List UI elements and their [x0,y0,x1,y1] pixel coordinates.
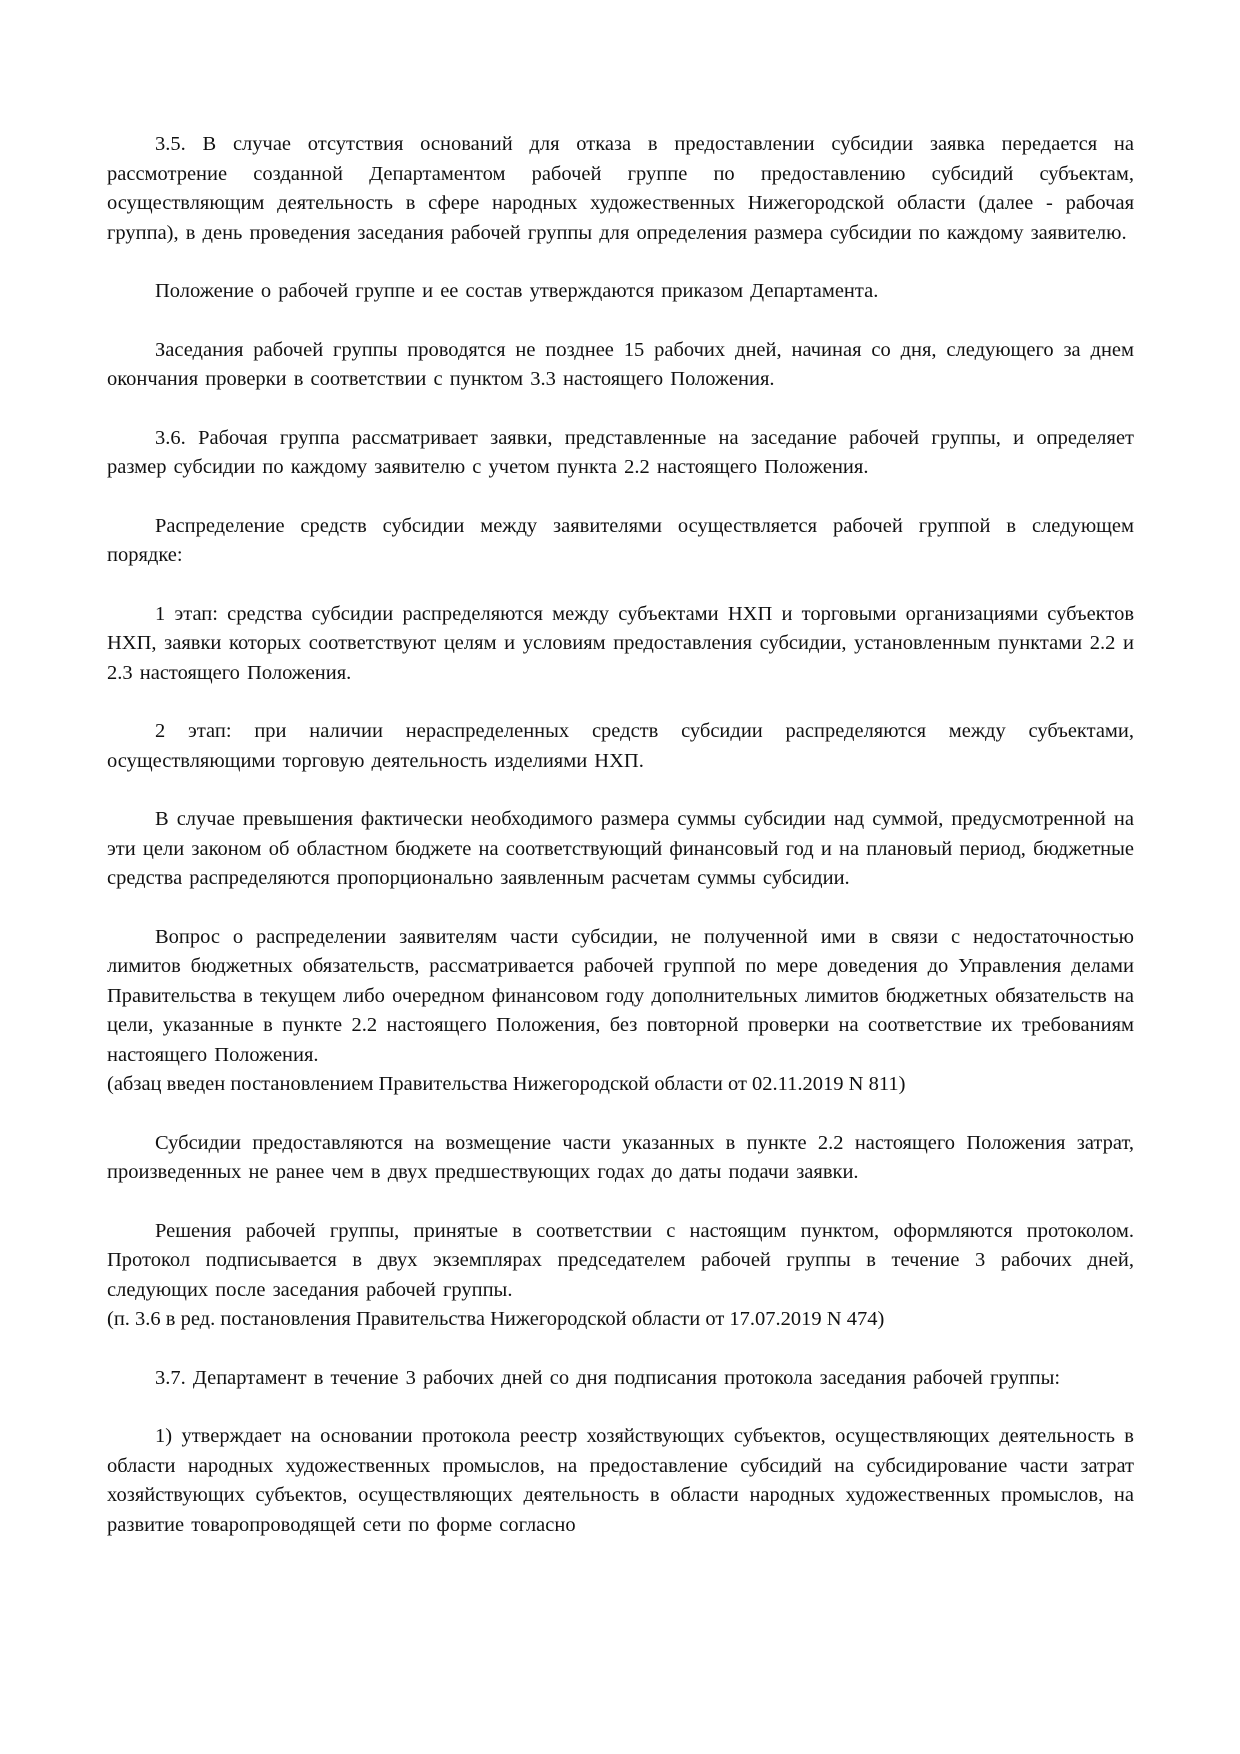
paragraph-stage-1: 1 этап: средства субсидии распределяются между субъектами НХП и торговыми организациями субъектов НХП, заявки которых соответствуют целям и условиям предоставления субсидии, установленным пунктами 2.2 и 2.3 настоящего Положения. [107,602,1134,684]
paragraph-item-1-register: 1) утверждает на основании протокола реестр хозяйствующих субъектов, осуществляющих деятельность в области народных художественных промыслов, на предоставление субсидий на субсидирование части затрат хозяйствующих субъектов, осуществляющих деятельность в области народных художественных промыслов, на развитие товаропроводящей сети по форме согласно [107,1425,1134,1536]
paragraph-working-group-order: Положение о рабочей группе и ее состав утверждаются приказом Департамента. [155,280,879,302]
paragraph-reimbursement: Субсидии предоставляются на возмещение части указанных в пункте 2.2 настоящего Положения затрат, произведенных не ранее чем в двух предшествующих годах до даты подачи заявки. [107,1131,1134,1183]
paragraph-3-5: 3.5. В случае отсутствия оснований для отказа в предоставлении субсидии заявка передается на рассмотрение созданной Департаментом рабочей группе по предоставлению субсидий субъектам, осуществляющим деятельность в сфере народных художественных Нижегородской области (далее - рабочая группа), в день проведения заседания рабочей группы для определения размера субсидии по каждому заявителю. [107,133,1134,244]
paragraph-meetings-deadline: Заседания рабочей группы проводятся не позднее 15 рабочих дней, начиная со дня, следующего за днем окончания проверки в соответствии с пунктом 3.3 настоящего Положения. [107,338,1134,390]
paragraph-stage-2: 2 этап: при наличии нераспределенных средств субсидии распределяются между субъектами, осуществляющими торговую деятельность изделиями НХП. [107,720,1134,772]
paragraph-protocol: Решения рабочей группы, принятые в соответствии с настоящим пунктом, оформляются протоколом. Протокол подписывается в двух экземплярах председателем рабочей группы в течение 3 рабочих дней, следующих после заседания рабочей группы. [107,1219,1134,1301]
paragraph-3-6: 3.6. Рабочая группа рассматривает заявки, представленные на заседание рабочей группы, и определяет размер субсидии по каждому заявителю с учетом пункта 2.2 настоящего Положения. [107,426,1134,478]
paragraph-3-7: 3.7. Департамент в течение 3 рабочих дней со дня подписания протокола заседания рабочей группы: [155,1366,1061,1389]
paragraph-excess-amount: В случае превышения фактически необходимого размера суммы субсидии над суммой, предусмотренной на эти цели законом об областном бюджете на соответствующий финансовый год и на плановый период, бюджетные средства распределяются пропорционально заявленным расчетам суммы субсидии. [107,808,1134,889]
paragraph-unreceived-subsidy: Вопрос о распределении заявителям части субсидии, не полученной ими в связи с недостаточностью лимитов бюджетных обязательств, рассматривается рабочей группой по мере доведения до Управления делами Правительства в текущем либо очередном финансовом году дополнительных лимитов бюджетных обязательств на цели, указанные в пункте 2.2 настоящего Положения, без повторной проверки на соответствие их требованиям настоящего Положения. [107,925,1134,1066]
amendment-note-474: (п. 3.6 в ред. постановления Правительства Нижегородской области от 17.07.2019 N 474) [107,1308,885,1330]
amendment-note-811: (абзац введен постановлением Правительства Нижегородской области от 02.11.2019 N 811) [107,1073,906,1095]
paragraph-distribution-intro: Распределение средств субсидии между заявителями осуществляется рабочей группой в следующем порядке: [107,514,1134,566]
